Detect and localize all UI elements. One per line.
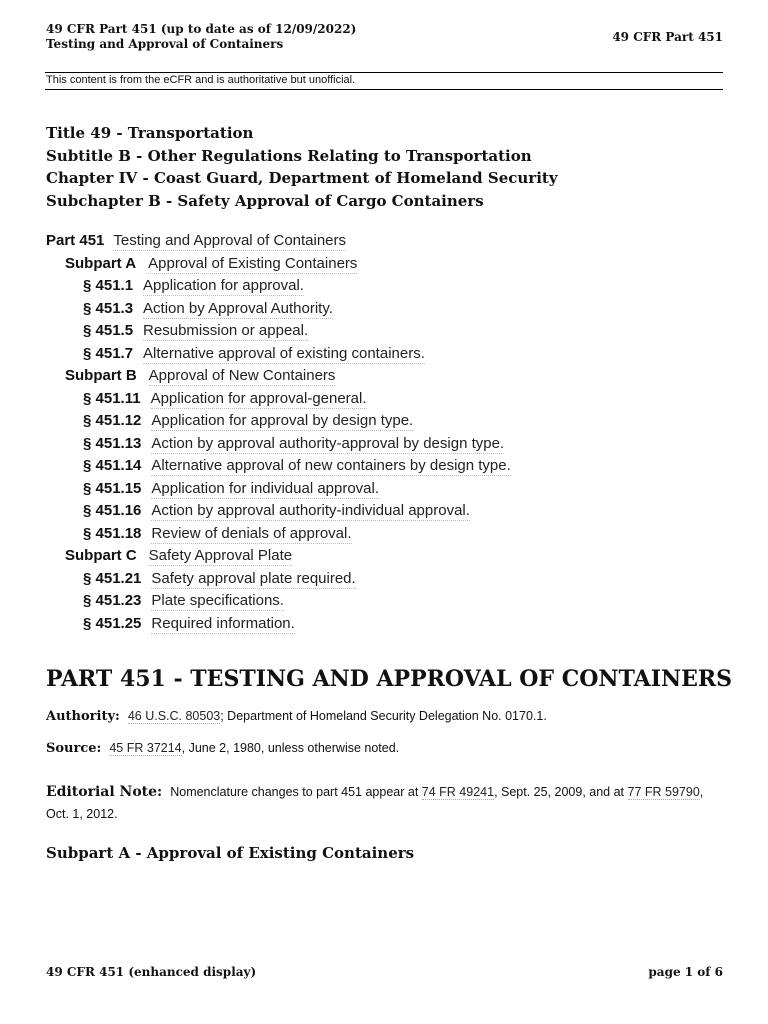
toc-section bbox=[46, 500, 511, 523]
editorial-link-1[interactable]: 74 FR 49241 bbox=[421, 785, 495, 799]
editorial-note bbox=[46, 781, 722, 825]
toc-link[interactable]: Safety Approval Plate bbox=[148, 547, 293, 564]
source-line bbox=[46, 741, 399, 756]
hierarchy-subchapter: Subchapter B - Safety Approval of Cargo Containers bbox=[46, 191, 484, 210]
toc-section bbox=[46, 568, 511, 591]
source-link[interactable]: 45 FR 37214 bbox=[109, 741, 182, 755]
toc-link[interactable]: Required information. bbox=[151, 614, 295, 632]
toc-subpart bbox=[46, 545, 511, 568]
toc-label: § 451.13 bbox=[83, 434, 142, 452]
editorial-text: , Oct. 1, 2012. bbox=[46, 785, 704, 821]
toc-label: Part 451 bbox=[46, 232, 105, 249]
header-divider-bottom bbox=[45, 89, 723, 90]
toc-link[interactable]: Testing and Approval of Containers bbox=[113, 232, 347, 249]
toc-section bbox=[46, 298, 511, 321]
toc-label: Subpart A bbox=[65, 254, 137, 272]
toc-label: § 451.25 bbox=[83, 614, 142, 632]
header-part-label: 49 CFR Part 451 bbox=[612, 30, 723, 44]
part-title: PART 451 - TESTING AND APPROVAL OF CONTAINERS bbox=[46, 666, 733, 692]
toc-link[interactable]: Resubmission or appeal. bbox=[143, 322, 309, 339]
toc-section bbox=[46, 613, 511, 636]
toc-section bbox=[46, 388, 511, 411]
toc-label: § 451.14 bbox=[83, 457, 142, 474]
toc-link[interactable]: Application for approval. bbox=[143, 277, 304, 294]
toc-section bbox=[46, 590, 511, 613]
authority-link[interactable]: 46 U.S.C. 80503 bbox=[127, 709, 221, 723]
toc-link[interactable]: Alternative approval of new containers by design type. bbox=[151, 457, 511, 474]
hierarchy-subtitle: Subtitle B - Other Regulations Relating to Transportation bbox=[46, 146, 532, 165]
toc-link[interactable]: Action by approval authority-approval by design type. bbox=[151, 434, 505, 452]
toc-section bbox=[46, 523, 511, 546]
authority-text: ; Department of Homeland Security Delegation No. 0170.1. bbox=[220, 709, 547, 723]
hierarchy-title: Title 49 - Transportation bbox=[46, 124, 254, 142]
editorial-link-2[interactable]: 77 FR 59790 bbox=[627, 785, 700, 799]
document-header bbox=[46, 22, 356, 52]
header-subtitle: Testing and Approval of Containers bbox=[46, 37, 284, 51]
toc-label: § 451.15 bbox=[83, 479, 142, 497]
toc-link[interactable]: Plate specifications. bbox=[151, 592, 284, 609]
authority-label: Authority: bbox=[46, 709, 120, 724]
toc-link[interactable]: Review of denials of approval. bbox=[151, 524, 352, 542]
toc-label: § 451.21 bbox=[83, 569, 142, 587]
toc-link[interactable]: Action by Approval Authority. bbox=[143, 299, 333, 317]
toc-section bbox=[46, 320, 511, 343]
toc-label: § 451.16 bbox=[83, 502, 142, 519]
toc-section bbox=[46, 343, 511, 366]
toc-label: § 451.1 bbox=[83, 277, 134, 294]
table-of-contents bbox=[46, 230, 511, 635]
toc-label: § 451.23 bbox=[83, 592, 142, 609]
toc-link[interactable]: Action by approval authority-individual approval. bbox=[151, 502, 470, 519]
toc-link[interactable]: Alternative approval of existing containers. bbox=[143, 344, 425, 362]
footer-document-label: 49 CFR 451 (enhanced display) bbox=[46, 965, 257, 979]
toc-label: Subpart B bbox=[65, 367, 137, 384]
toc-label: § 451.12 bbox=[83, 412, 142, 429]
toc-link[interactable]: Application for approval-general. bbox=[150, 389, 367, 407]
toc-section bbox=[46, 433, 511, 456]
toc-label: § 451.7 bbox=[83, 344, 134, 362]
toc-subpart bbox=[46, 253, 511, 276]
toc-section bbox=[46, 410, 511, 433]
source-text: , June 2, 1980, unless otherwise noted. bbox=[181, 741, 400, 755]
source-label: Source: bbox=[46, 741, 102, 756]
header-title: 49 CFR Part 451 (up to date as of 12/09/2022) bbox=[46, 22, 357, 36]
toc-label: Subpart C bbox=[65, 547, 137, 564]
toc-link[interactable]: Application for approval by design type. bbox=[151, 412, 414, 429]
authority-notice: This content is from the eCFR and is authoritative but unofficial. bbox=[46, 74, 356, 86]
toc-section bbox=[46, 275, 511, 298]
editorial-text: Nomenclature changes to part 451 appear at bbox=[170, 785, 422, 799]
toc-label: § 451.5 bbox=[83, 322, 134, 339]
editorial-label: Editorial Note: bbox=[46, 784, 163, 800]
footer-page-number: page 1 of 6 bbox=[648, 965, 723, 979]
editorial-text: , Sept. 25, 2009, and at bbox=[494, 785, 628, 799]
authority-line bbox=[46, 709, 547, 724]
hierarchy-block bbox=[46, 122, 558, 212]
header-divider-top bbox=[45, 72, 723, 73]
toc-part bbox=[46, 230, 511, 253]
toc-label: § 451.18 bbox=[83, 524, 142, 542]
toc-link[interactable]: Safety approval plate required. bbox=[151, 569, 356, 587]
toc-link[interactable]: Approval of Existing Containers bbox=[148, 254, 358, 272]
toc-section bbox=[46, 455, 511, 478]
toc-link[interactable]: Application for individual approval. bbox=[151, 479, 380, 497]
toc-subpart bbox=[46, 365, 511, 388]
toc-link[interactable]: Approval of New Containers bbox=[148, 367, 336, 384]
toc-section bbox=[46, 478, 511, 501]
hierarchy-chapter: Chapter IV - Coast Guard, Department of Homeland Security bbox=[46, 169, 558, 187]
subpart-heading: Subpart A - Approval of Existing Containers bbox=[46, 844, 415, 862]
toc-label: § 451.3 bbox=[83, 299, 134, 317]
toc-label: § 451.11 bbox=[83, 389, 141, 407]
